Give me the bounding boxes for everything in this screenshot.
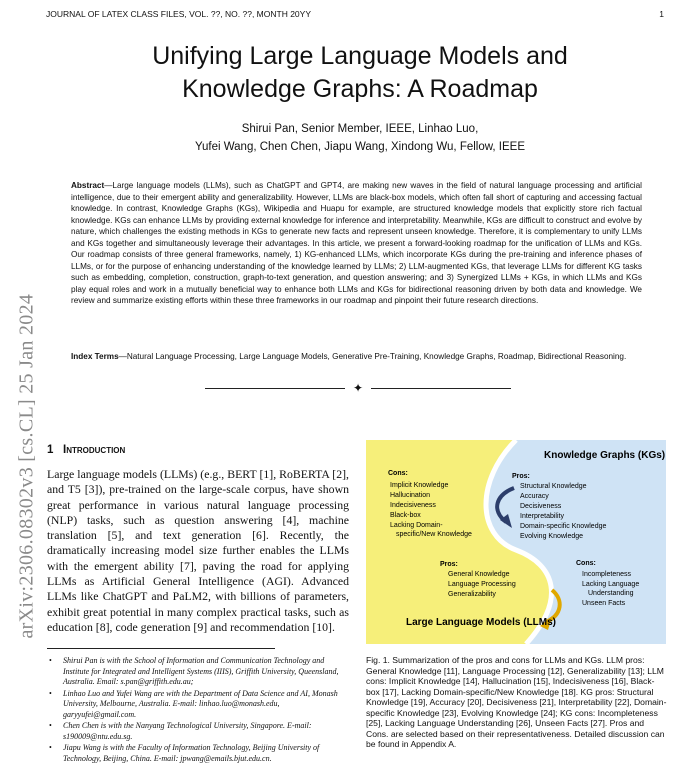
section-heading — [47, 444, 125, 456]
index-terms-text: —Natural Language Processing, Large Language Models, Generative Pre-Training, Knowledge Graphs, Roadmap, Bidirectional Reasoning. — [118, 352, 627, 361]
divider-line-left — [205, 388, 345, 389]
page-number: 1 — [659, 9, 664, 19]
footnote-item: • Chen Chen is with the Nanyang Technological University, Singapore. E-mail: s190009@ntu.edu.sg. — [47, 721, 349, 742]
figure-caption: Fig. 1. Summarization of the pros and cons for LLMs and KGs. LLM pros: General Knowledge [11], Language Processing [12], Generalizability [13]; LLM cons: Implicit Knowledge [14], Hallucination [15], Indecisiveness [16], Black-box [17], Lacking Domain-specific/New Knowledge [18]. KG pros: Structural Knowledge [19], Accuracy [20], Decisiveness [21], Interpretability [22], Domain-specific Knowledge [23], Evolving Knowledge [24]; KG cons: Incompleteness [25], Lacking Language Understanding [26], Unseen Facts [27]. Pros and Cons. are selected based on their representativeness. Detailed discussion can be found in Appendix A. — [366, 655, 667, 749]
running-header — [46, 9, 664, 19]
kg-cons-label: Cons: — [576, 560, 596, 567]
llm-pros-item: Generalizability — [448, 591, 496, 598]
footnotes — [47, 656, 349, 765]
footnote-item: • Jiapu Wang is with the Faculty of Information Technology, Beijing University of Technology, Beijing, China. E-mail: jpwang@emails.bjut.edu.cn. — [47, 743, 349, 764]
footnote-item: • Shirui Pan is with the School of Information and Communication Technology and Institute for Integrated and Intelligent Systems (IIIS), Griffith University, Queensland, Australia. Email: s.pan@griffith.edu.au; — [47, 656, 349, 688]
kg-cons-item: Understanding — [588, 590, 634, 597]
diamond-icon: ✦ — [353, 381, 364, 395]
kg-pros-label: Pros: — [512, 473, 530, 480]
kg-cons-item: Unseen Facts — [582, 600, 626, 607]
llm-cons-item: specific/New Knowledge — [396, 531, 472, 538]
paper-title — [60, 40, 660, 106]
kg-pros-item: Structural Knowledge — [520, 483, 587, 490]
section-number: 1 — [47, 444, 54, 456]
kg-cons-item: Lacking Language — [582, 581, 640, 588]
kg-pros-item: Decisiveness — [520, 503, 562, 510]
section-title: Introduction — [63, 444, 126, 456]
kg-title: Knowledge Graphs (KGs) — [544, 450, 666, 461]
abstract-label: Abstract — [71, 181, 105, 190]
footnote-rule — [47, 648, 275, 649]
title-line-2: Knowledge Graphs: A Roadmap — [182, 75, 538, 103]
kg-pros-item: Domain-specific Knowledge — [520, 523, 607, 530]
llm-pros-item: Language Processing — [448, 581, 516, 588]
title-line-1: Unifying Large Language Models and — [152, 42, 568, 70]
kg-pros-item: Accuracy — [520, 493, 549, 500]
index-terms — [71, 351, 642, 363]
section-divider — [205, 381, 515, 395]
llm-pros-item: General Knowledge — [448, 571, 510, 578]
authors-line-1: Shirui Pan, Senior Member, IEEE, Linhao Luo, — [241, 123, 479, 135]
llm-cons-item: Lacking Domain- — [390, 522, 443, 529]
footnote-item: • Linhao Luo and Yufei Wang are with the Department of Data Science and AI, Monash University, Melbourne, Australia. E-mail: linhao.luo@monash.edu, garyyufei@gmail.com. — [47, 689, 349, 721]
llm-cons-item: Black-box — [390, 512, 421, 519]
arxiv-stamp: arXiv:2306.08302v3 [cs.CL] 25 Jan 2024 — [15, 293, 38, 639]
author-list — [60, 120, 660, 156]
kg-cons-item: Incompleteness — [582, 571, 632, 578]
figure-diagram — [366, 440, 666, 644]
figure-1 — [366, 440, 666, 644]
index-terms-label: Index Terms — [71, 352, 119, 361]
llm-cons-item: Implicit Knowledge — [390, 482, 449, 489]
abstract-text: —Large language models (LLMs), such as ChatGPT and GPT4, are making new waves in the field of natural language processing and artificial intelligence, due to their emergent ability and generalizability. However, LLMs are black-box models, which often fall short of capturing and accessing factual knowledge. In contrast, Knowledge Graphs (KGs), Wikipedia and Huapu for example, are structured knowledge models that explicitly store rich factual knowledge. KGs can enhance LLMs by providing external knowledge for inference and interpretability. Meanwhile, KGs are difficult to construct and evolve by nature, which challenges the existing methods in KGs to generate new facts and represent unseen knowledge. Therefore, it is complementary to unify LLMs and KGs together and simultaneously leverage their advantages. In this article, we present a forward-looking roadmap for the unification of LLMs and KGs. Our roadmap consists of three general frameworks, namely, 1) KG-enhanced LLMs, which incorporate KGs during the pre-training and inference phases of LLMs, or for the purpose of enhancing understanding of the knowledge learned by LLMs; 2) LLM-augmented KGs, that leverage LLMs for different KG tasks such as embedding, completion, construction, graph-to-text generation, and question answering; and 3) Synergized LLMs + KGs, in which LLMs and KGs play equal roles and work in a mutually beneficial way to enhance both LLMs and KGs for bidirectional reasoning driven by both data and knowledge. We review and summarize existing efforts within these three frameworks in our roadmap and pinpoint their future research directions. — [71, 181, 642, 305]
journal-header: JOURNAL OF LATEX CLASS FILES, VOL. ??, NO. ??, MONTH 20YY — [46, 9, 311, 19]
llm-title: Large Language Models (LLMs) — [406, 617, 557, 628]
abstract — [71, 180, 642, 307]
authors-line-2: Yufei Wang, Chen Chen, Jiapu Wang, Xindong Wu, Fellow, IEEE — [194, 141, 526, 153]
divider-line-right — [371, 388, 511, 389]
llm-cons-item: Hallucination — [390, 492, 431, 499]
llm-cons-item: Indecisiveness — [390, 502, 436, 509]
intro-paragraph: Large language models (LLMs) (e.g., BERT [1], RoBERTA [2], and T5 [3]), pre-trained on the large-scale corpus, have shown great performance in various natural language processing (NLP) tasks, such as question answering [4], machine translation [5], and text generation [6]. Recently, the dramatically increasing model size further enables the LLMs with the emergent ability [7], paving the road for applying LLMs as Artificial General Intelligence (AGI). Advanced LLMs like ChatGPT and PaLM2, with billions of parameters, exhibit great potential in many complex practical tasks, such as education [8], code generation [9] and recommendation [10]. — [47, 467, 349, 634]
kg-pros-item: Evolving Knowledge — [520, 533, 584, 540]
llm-cons-label: Cons: — [388, 470, 408, 477]
llm-pros-label: Pros: — [440, 561, 458, 568]
kg-pros-item: Interpretability — [520, 513, 564, 520]
